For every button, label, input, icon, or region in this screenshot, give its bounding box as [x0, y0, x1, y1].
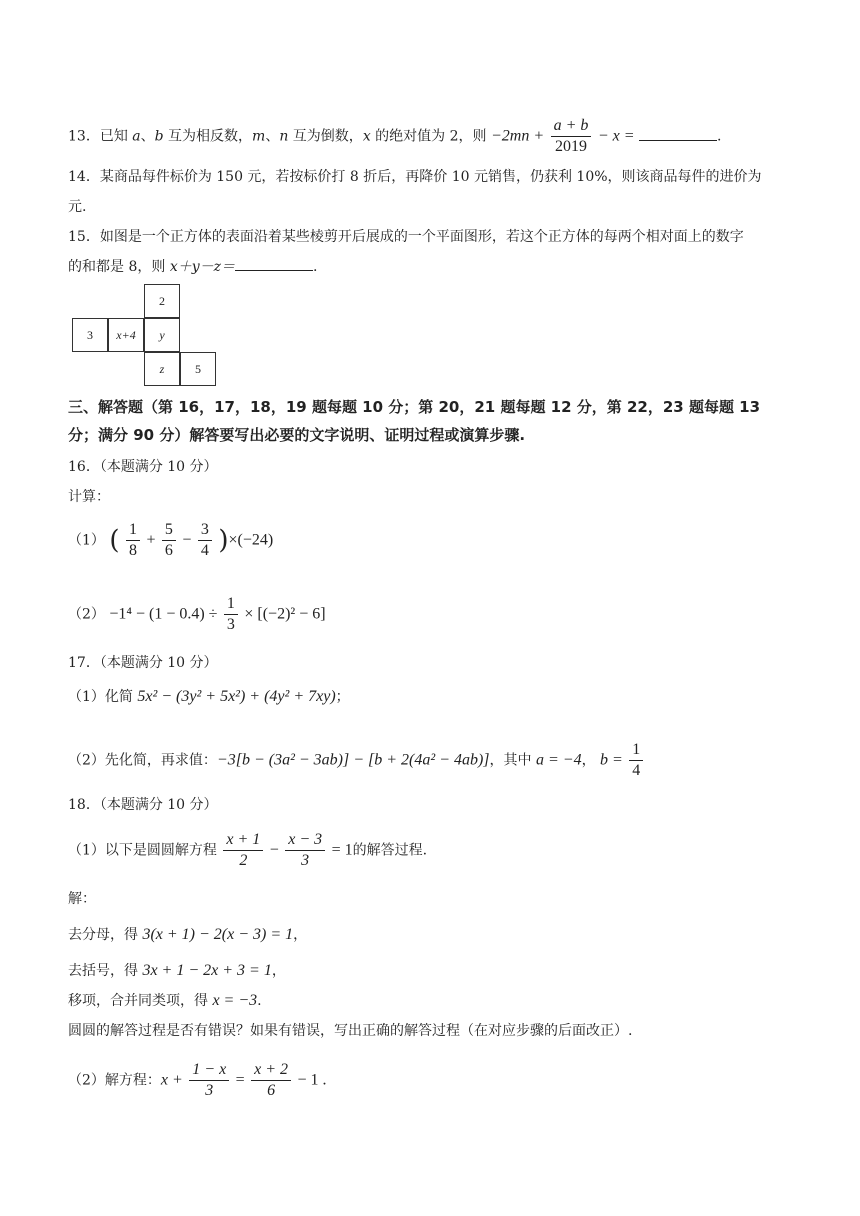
- frac-den: 3: [226, 616, 235, 633]
- fraction: [285, 830, 325, 871]
- solution-step: [68, 990, 262, 1012]
- fraction: [223, 830, 263, 871]
- q13-var-n: n: [279, 128, 289, 145]
- q18-label: （1）以下是圆圆解方程: [68, 842, 217, 859]
- q18-part2: [68, 1060, 327, 1101]
- q17-end: ；: [335, 689, 350, 705]
- q13-expression: −2mn +: [490, 127, 545, 145]
- q17-value-a: a = −4: [535, 751, 582, 769]
- frac-den: 4: [632, 762, 641, 779]
- q18-part1: [68, 830, 427, 871]
- section-heading: 三、解答题（第 16，17，18，19 题每题 10 分；第 20，21 题每题 12 分，第 22，23 题每题 13: [68, 398, 761, 416]
- frac-den: 3: [301, 852, 310, 869]
- q18-header: 18．（本题满分 10 分）: [68, 797, 218, 813]
- frac-num: 1: [629, 740, 643, 761]
- q13-text: 13．已知: [68, 128, 133, 145]
- q17-text: ，其中: [489, 752, 536, 769]
- fraction: [126, 520, 140, 561]
- q14-line1: 14．某商品每件标价为 150 元，若按标价打 8 折后，再降价 10 元销售，仍获利 10%，则该商品每件的进价为: [68, 169, 762, 185]
- q16-intro: 计算：: [68, 489, 110, 505]
- q13-text: 的绝对值为 2，则: [370, 128, 491, 145]
- step-end: ，: [271, 963, 286, 979]
- q13-var-a: a: [132, 128, 141, 145]
- q13-end: .: [717, 128, 722, 145]
- step-end: .: [257, 993, 262, 1009]
- frac-num: 1: [224, 594, 238, 615]
- step-expression: 3(x + 1) − 2(x − 3) = 1: [142, 926, 294, 943]
- q17-label: （2）先化简，再求值：: [68, 752, 217, 769]
- q13-frac-den: 2019: [554, 138, 587, 155]
- step-end: ，: [293, 927, 308, 943]
- net-cell: x+4: [108, 318, 144, 352]
- net-cell: 3: [72, 318, 108, 352]
- step-label: 去分母，得: [68, 927, 143, 943]
- q17-expression: −3[b − (3a² − 3ab)] − [b + 2(4a² − 4ab)]: [216, 751, 490, 769]
- q18-question: 圆圆的解答过程是否有错误？如果有错误，写出正确的解答过程（在对应步骤的后面改正）.: [68, 1023, 633, 1039]
- frac-num: 1: [126, 520, 140, 541]
- section-heading: 分；满分 90 分）解答要写出必要的文字说明、证明过程或演算步骤.: [68, 426, 526, 444]
- q13-text: 互为倒数，: [288, 128, 363, 145]
- q16-expression: −1⁴ − (1 − 0.4) ÷: [109, 605, 218, 623]
- q13-var-x: x: [362, 128, 371, 145]
- answer-blank[interactable]: [235, 256, 313, 271]
- fraction: [251, 1060, 291, 1101]
- frac-den: 6: [164, 542, 173, 559]
- step-label: 去括号，得: [68, 963, 143, 979]
- q17-value-b: b =: [600, 751, 623, 769]
- step-expression: 3x + 1 − 2x + 3 = 1: [142, 962, 272, 979]
- q17-part1: [68, 686, 350, 708]
- fraction: [162, 520, 176, 561]
- frac-num: 5: [162, 520, 176, 541]
- q18-expression: x +: [160, 1071, 183, 1089]
- frac-num: x − 3: [285, 830, 325, 851]
- fraction: [198, 520, 212, 561]
- fraction: [629, 740, 643, 781]
- q15-expression: x＋y－z＝: [169, 259, 235, 275]
- q16-header: 16．（本题满分 10 分）: [68, 459, 218, 475]
- net-cell: 2: [144, 284, 180, 318]
- q17-part2: [68, 740, 645, 781]
- q17-header: 17．（本题满分 10 分）: [68, 655, 218, 671]
- q15-line2: [68, 256, 317, 278]
- answer-blank[interactable]: [639, 126, 717, 141]
- q16-expression: ×(−24): [228, 531, 274, 549]
- q16-part2: [68, 594, 326, 635]
- frac-den: 3: [205, 1082, 214, 1099]
- q13-var-m: m: [252, 128, 266, 145]
- q16-expression: × [(−2)² − 6]: [244, 605, 326, 623]
- minus-sign: −: [269, 841, 279, 859]
- frac-num: x + 2: [251, 1060, 291, 1081]
- q13-fraction: [551, 116, 592, 157]
- minus-sign: −: [182, 531, 192, 549]
- q13-var-b: b: [154, 128, 164, 145]
- q13-frac-num: a + b: [551, 116, 592, 137]
- q15-end: .: [313, 259, 318, 275]
- frac-den: 2: [239, 852, 248, 869]
- cube-net-figure: [72, 284, 232, 386]
- q13-expression: − x =: [597, 127, 635, 145]
- fraction: [224, 594, 238, 635]
- solution-step: [68, 960, 286, 982]
- step-expression: x = −3: [212, 992, 258, 1009]
- paren-open: (: [109, 525, 120, 556]
- q15-text: 的和都是 8，则: [68, 259, 170, 275]
- step-label: 移项，合并同类项，得: [68, 993, 213, 1009]
- frac-den: 6: [267, 1082, 276, 1099]
- frac-num: 1 − x: [189, 1060, 229, 1081]
- solution-label: 解：: [68, 891, 96, 907]
- net-cell: y: [144, 318, 180, 352]
- q17-text: ，: [581, 752, 596, 769]
- q13-sep: 、: [265, 128, 280, 145]
- q13-sep: 、: [140, 128, 155, 145]
- solution-step: [68, 924, 307, 946]
- q18-label: （2）解方程：: [68, 1072, 161, 1089]
- q16-part1: [68, 520, 273, 561]
- q14-line2: 元.: [68, 199, 87, 215]
- frac-num: x + 1: [223, 830, 263, 851]
- paren-close: ): [218, 525, 229, 556]
- frac-den: 8: [128, 542, 137, 559]
- q15-line1: 15．如图是一个正方体的表面沿着某些棱剪开后展成的一个平面图形，若这个正方体的每两个相对面上的数字: [68, 229, 744, 245]
- plus-sign: +: [146, 531, 156, 549]
- q17-label: （1）化简: [68, 689, 138, 705]
- q18-text: 的解答过程.: [352, 842, 428, 859]
- q16-label: （2）: [68, 606, 105, 623]
- net-cell: z: [144, 352, 180, 386]
- frac-den: 4: [200, 542, 209, 559]
- q16-label: （1）: [68, 532, 105, 549]
- q13-line: [68, 116, 721, 157]
- frac-num: 3: [198, 520, 212, 541]
- q18-expression: − 1 .: [297, 1071, 327, 1089]
- equals: =: [235, 1071, 245, 1089]
- q17-expression: 5x² − (3y² + 5x²) + (4y² + 7xy): [137, 688, 336, 705]
- equals: = 1: [331, 841, 353, 859]
- net-cell: 5: [180, 352, 216, 386]
- q13-text: 互为相反数，: [163, 128, 253, 145]
- fraction: [189, 1060, 229, 1101]
